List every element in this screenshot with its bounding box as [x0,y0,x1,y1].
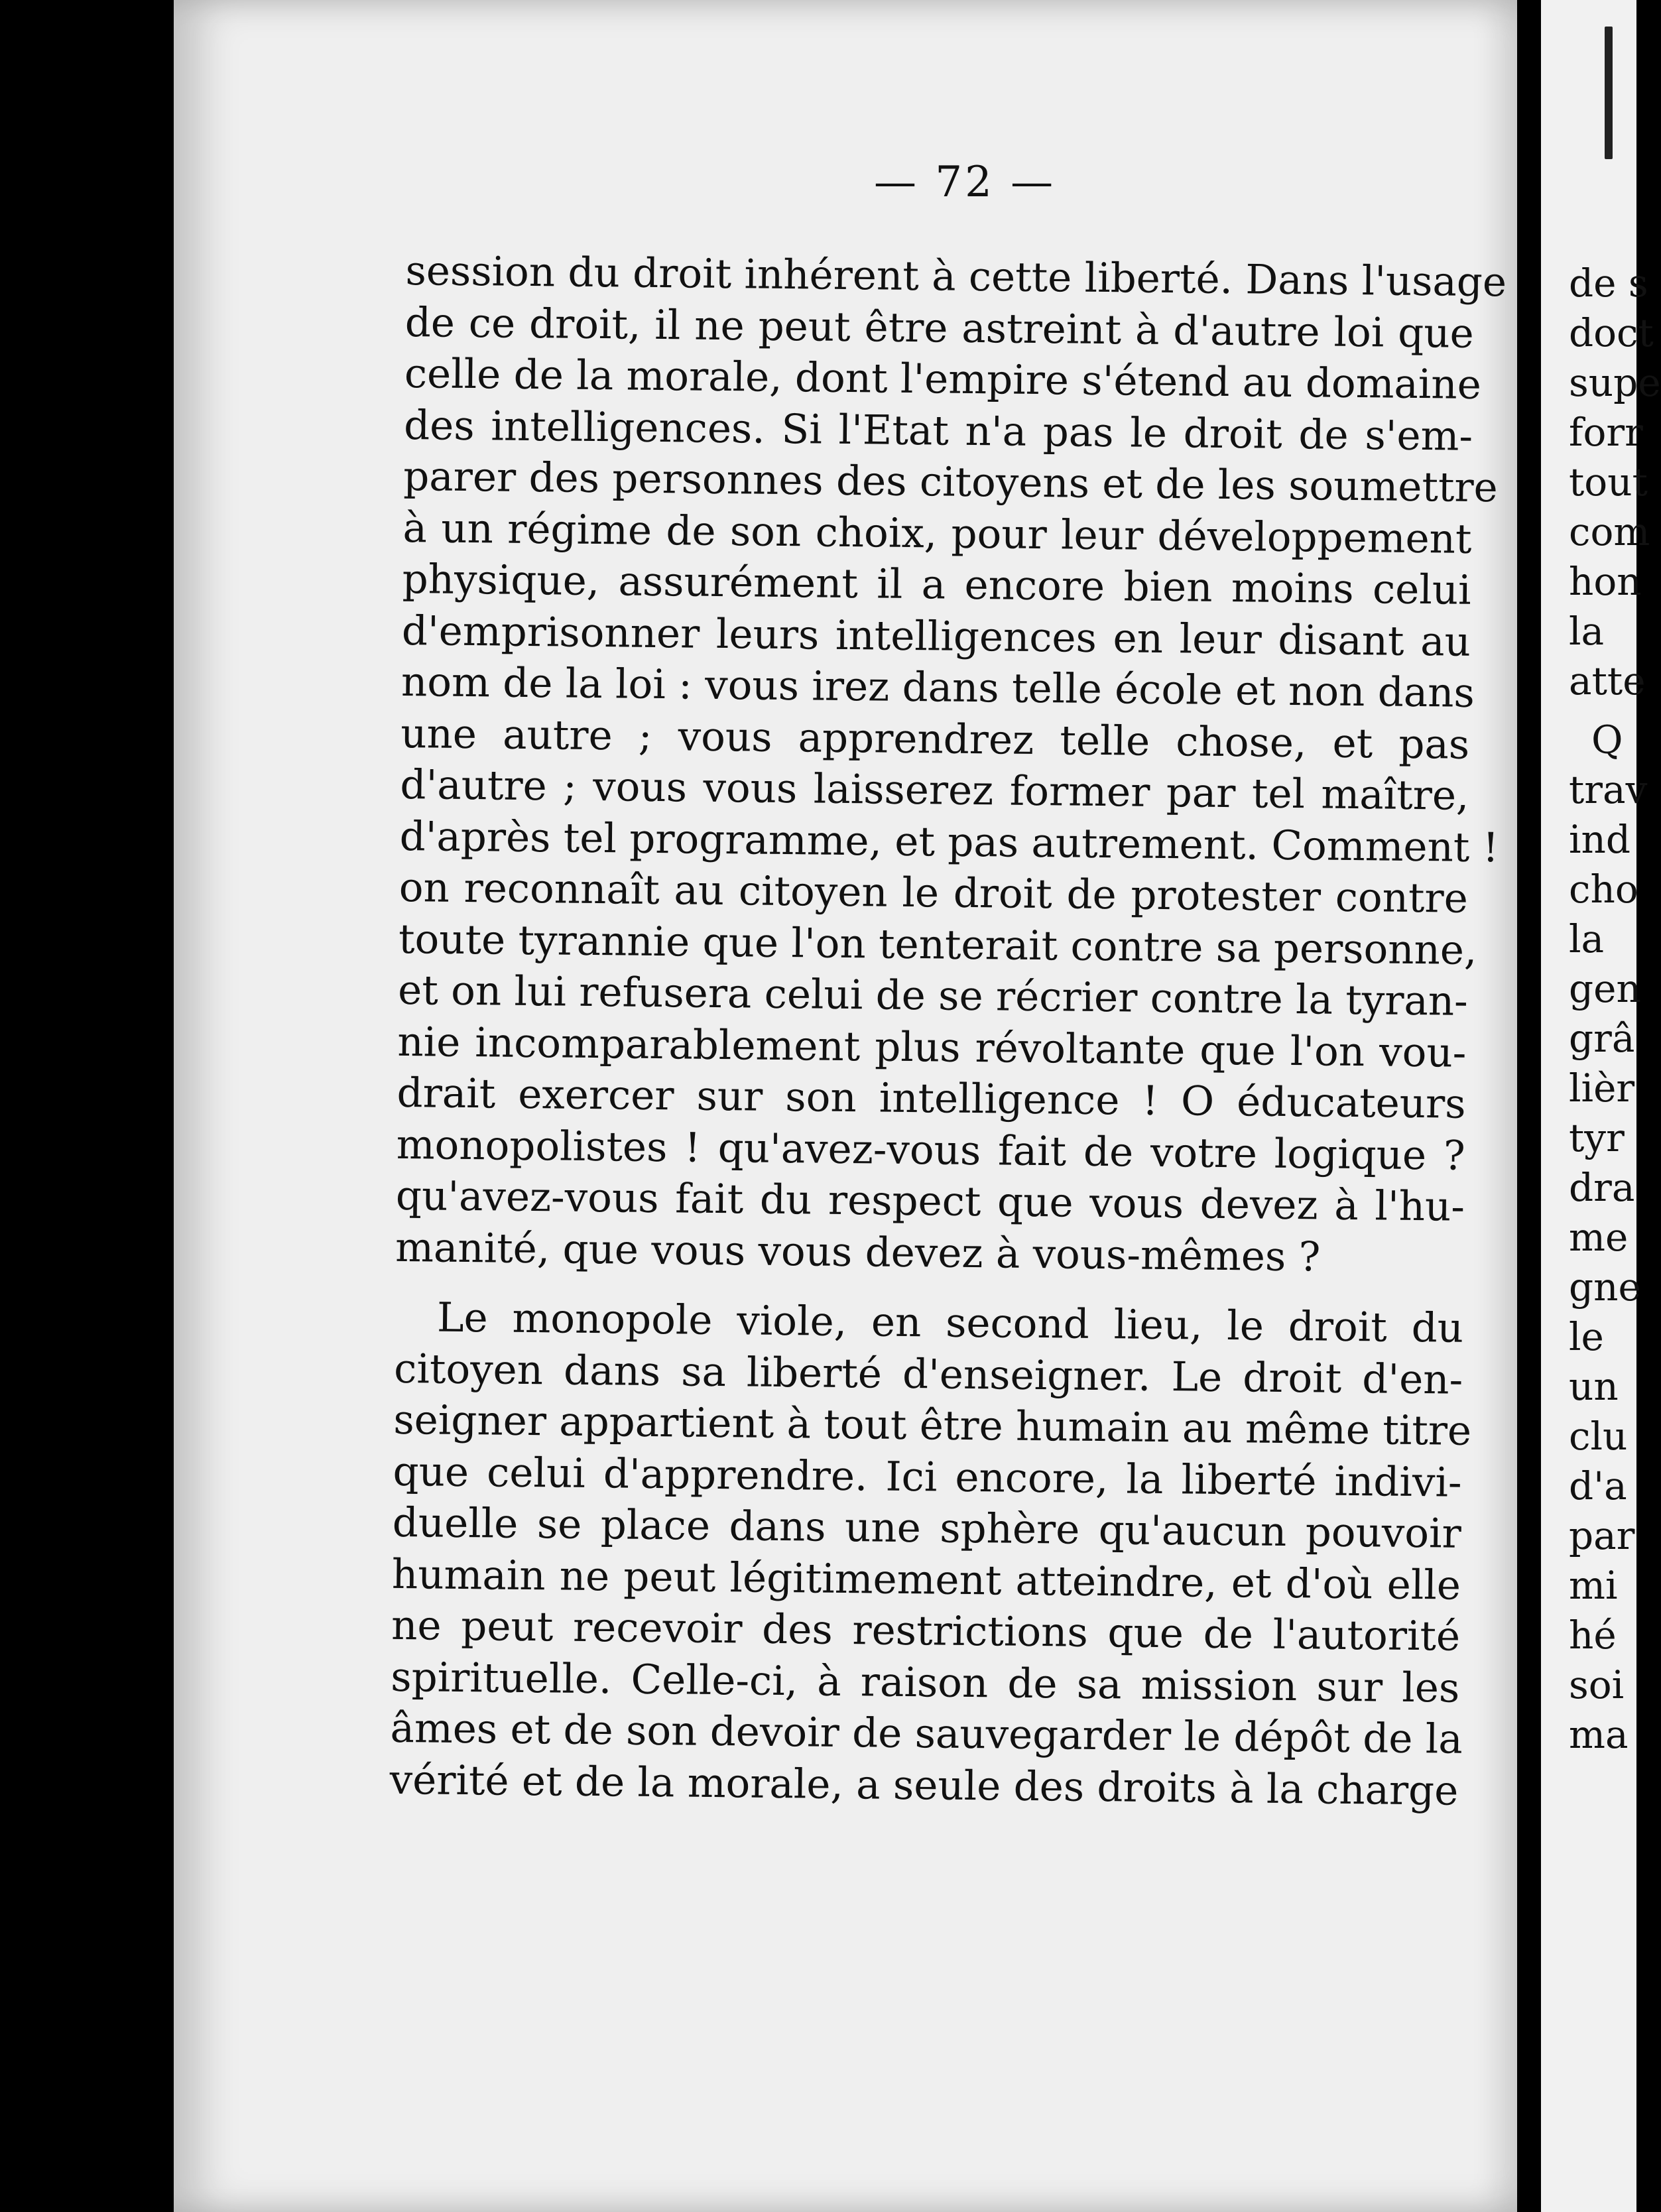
facing-page-line: doct [1569,310,1654,355]
facing-page-line: clu [1569,1414,1628,1459]
facing-page-line: la [1569,609,1605,654]
facing-page-line: gen [1569,966,1641,1011]
facing-page-line: tout [1569,460,1648,505]
text-line: d'après tel programme, et pas autrement. Comment ! [399,812,1499,871]
facing-page-line: me [1569,1215,1629,1260]
text-line: spirituelle. Celle-ci, à raison de sa mission sur les [391,1653,1460,1712]
text-line: âmes et de son devoir de sauvegarder le dépôt de la [390,1704,1463,1763]
text-line: seigner appartient à tout être humain au même titre [393,1396,1472,1455]
page-number-text: — 72 — [874,158,1056,207]
text-line: monopolistes ! qu'avez-vous fait de votre logique ? [396,1121,1466,1180]
facing-page-line: dra [1569,1165,1635,1210]
facing-page-line: cho [1569,867,1638,912]
facing-page-line: gne [1569,1264,1641,1310]
facing-page-fragments [1569,259,1661,1760]
text-line: humain ne peut légitimement atteindre, et d'où elle [391,1550,1461,1609]
text-line: ne peut recevoir des restrictions que de l'autorité [391,1601,1461,1660]
text-line: vérité et de la morale, a seule des droits à la charge [389,1756,1459,1815]
text-line: d'emprisonner leurs intelligences en leur disant au [401,607,1471,666]
text-line: des intelligences. Si l'Etat n'a pas le droit de s'em- [403,401,1473,460]
facing-page-line: la [1569,916,1605,961]
facing-page-line: atte [1569,658,1646,704]
text-line: duelle se place dans une sphère qu'aucun pouvoir [392,1499,1462,1558]
text-line: on reconnaît au citoyen le droit de protester contre [399,863,1469,922]
facing-page-line: soi [1569,1662,1625,1707]
facing-page-line: ma [1569,1712,1629,1757]
facing-page-line: hon [1569,559,1642,604]
text-line: nom de la loi : vous irez dans telle école et non dans [400,658,1475,717]
facing-page-line: ind [1569,817,1631,862]
text-line: une autre ; vous apprendrez telle chose, et pas [400,709,1470,768]
text-line: de ce droit, il ne peut être astreint à d'autre loi que [404,298,1475,357]
facing-page-line: forr [1569,410,1643,455]
facing-page-line: de s [1569,261,1648,306]
facing-page-line: par [1569,1513,1635,1558]
page-edge-mark [1605,27,1613,159]
text-line: toute tyrannie que l'on tenterait contre sa personne, [398,915,1477,974]
facing-page-line: hé [1569,1613,1617,1658]
facing-page-line: un [1569,1364,1619,1409]
text-line: manité, que vous vous devez à vous-mêmes ? [395,1223,1321,1281]
facing-page-line: Q [1591,717,1623,763]
text-line: et on lui refusera celui de se récrier contre la tyran- [397,966,1469,1025]
facing-page-line: tyr [1569,1115,1625,1160]
facing-page-line: supe [1569,360,1661,405]
text-line: à un régime de son choix, pour leur développement [402,504,1472,563]
facing-page-line: com [1569,509,1650,554]
page-gutter [1517,0,1541,2212]
text-line: drait exercer sur son intelligence ! O éducateurs [397,1069,1466,1128]
body-text [389,245,1507,1817]
text-line: session du droit inhérent à cette liberté. Dans l'usage [405,247,1507,306]
text-line: physique, assurément il a encore bien moins celui [402,555,1472,614]
facing-page-line: mi [1569,1563,1618,1608]
text-line: nie incomparablement plus révoltante que l'on vou- [397,1018,1467,1077]
text-line: que celui d'apprendre. Ici encore, la liberté indivi- [393,1447,1462,1506]
facing-page-line: d'a [1569,1463,1627,1508]
text-line: celle de la morale, dont l'empire s'étend au domaine [404,349,1482,408]
facing-page-line: lièr [1569,1066,1635,1111]
text-line: Le monopole viole, en second lieu, le droit du [436,1294,1464,1352]
right-page-edge [1541,0,1661,2212]
facing-page-line: le [1569,1314,1604,1359]
text-line: d'autre ; vous vous laisserez former par tel maître, [400,761,1469,820]
facing-page-line: trav [1569,767,1648,812]
facing-page-line: grâ [1569,1016,1635,1061]
text-line: qu'avez-vous fait du respect que vous devez à l'hu- [395,1172,1465,1231]
text-line: parer des personnes des citoyens et de les soumettre [402,452,1499,512]
text-line: citoyen dans sa liberté d'enseigner. Le droit d'en- [393,1345,1463,1404]
